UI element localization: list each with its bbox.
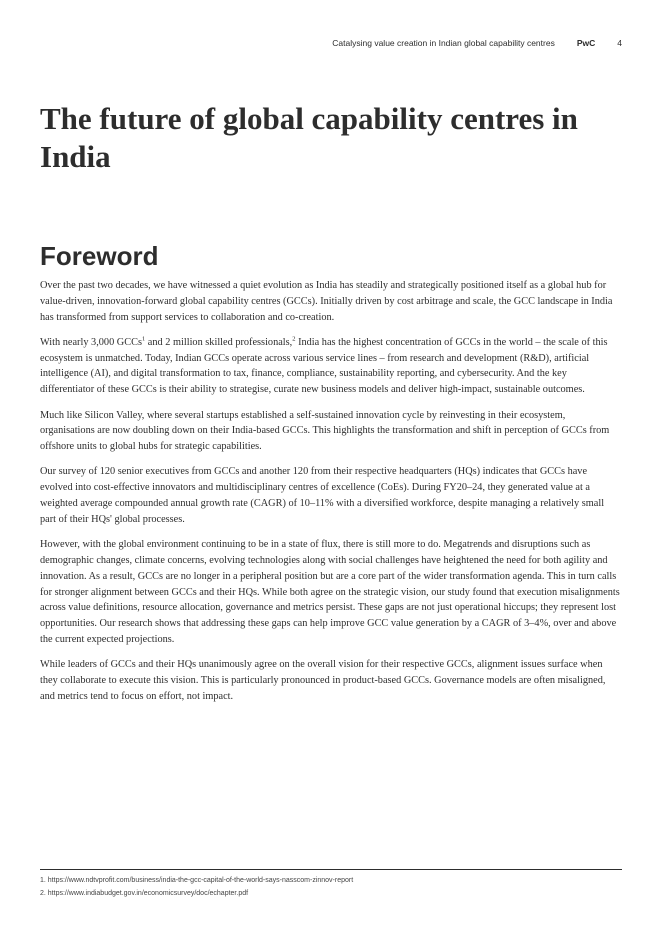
brand-name: PwC xyxy=(576,38,596,48)
paragraph-2-text-c: India has the highest concentration of GCCs in the world – the scale of this ecosystem is unmatched. Today, Indian GCCs operate across various service lines – from research and development (R&D), artificial intelligence (AI), and digital transformation to tax, finance, compliance, sustainability reporting, and cybersecurity. And the key differentiator of these GCCs is their ability to strategise, curate new business models and deliver high-impact, sustainable outcomes. xyxy=(40,336,608,396)
page-number: 4 xyxy=(617,38,622,48)
paragraph-3: Much like Silicon Valley, where several startups established a self-sustained innovation cycle by reinvesting in their ecosystem, organisations are now doubling down on their India-based GCCs. This highlights the transformation and shift in perception of GCCs from offshore units to global hubs for strategic capabilities. xyxy=(40,409,610,453)
footnote-1[interactable]: 1. https://www.ndtvprofit.com/business/india-the-gcc-capital-of-the-world-says-nasscom-zinnov-report xyxy=(40,877,354,884)
footnote-divider xyxy=(40,869,622,870)
paragraph-4: Our survey of 120 senior executives from GCCs and another 120 from their respective headquarters (HQs) indicates that GCCs have evolved into cost-effective innovators and multidisciplinary centres of excellence (CoEs). During FY20–24, they generated value at a weighted average compounded annual growth rate (CAGR) of 10–11% with a diversified workforce, despite managing a relatively small part of their HQs' global processes. xyxy=(40,466,605,525)
page-title: The future of global capability centres in India xyxy=(40,101,578,174)
running-header xyxy=(40,38,622,48)
paragraph-2 xyxy=(40,335,622,398)
paragraph-2-text-b: and 2 million skilled professionals, xyxy=(145,336,293,348)
header-title: Catalysing value creation in Indian global capability centres xyxy=(332,38,555,48)
foreword-body xyxy=(40,278,622,714)
paragraph-5: However, with the global environment continuing to be in a state of flux, there is still more to do. Megatrends and disruptions such as demographic changes, climate concerns, evolving technologies along with social challenges have heightened the need for both agility and innovation. As a result, GCCs are no longer in a peripheral position but are a core part of the wider transformation agenda. This in turn calls for stronger alignment between GCCs and their HQs. While both agree on the strategic vision, our study found that execution misalignments across value definitions, resource allocation, governance and metrics persist. These gaps are not just operational hiccups; they represent lost opportunities. Our research shows that addressing these gaps can help improve GCC value generation by a CAGR of 3–4%, over and above the current expected projections. xyxy=(40,539,620,645)
footnotes xyxy=(40,874,622,900)
paragraph-6: While leaders of GCCs and their HQs unanimously agree on the overall vision for their respective GCCs, alignment issues surface when they collaborate to execute this vision. This is particularly pronounced in product-based GCCs. Governance models are often misaligned, and metrics tend to focus on effort, not impact. xyxy=(40,659,606,702)
section-heading: Foreword xyxy=(40,241,159,271)
footnote-ref-2[interactable]: 2 xyxy=(292,335,296,343)
paragraph-1: Over the past two decades, we have witnessed a quiet evolution as India has steadily and strategically positioned itself as a global hub for value-driven, innovation-forward global capability centres (GCCs). Initially driven by cost arbitrage and scale, the GCC landscape in India has transformed from support services to collaboration and co-creation. xyxy=(40,280,613,323)
footnote-2[interactable]: 2. https://www.indiabudget.gov.in/economicsurvey/doc/echapter.pdf xyxy=(40,890,249,897)
footnote-ref-1[interactable]: 1 xyxy=(141,335,146,343)
paragraph-2-text-a: With nearly 3,000 GCCs xyxy=(40,336,142,348)
